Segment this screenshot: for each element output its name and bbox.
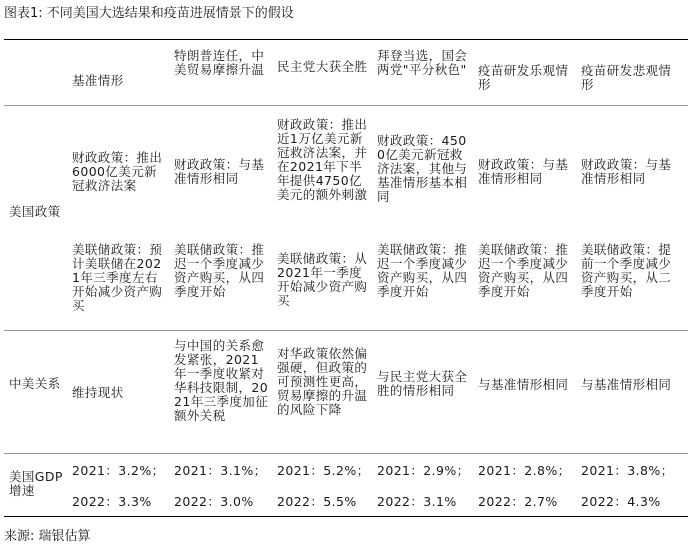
source-note: 来源: 瑞银估算 <box>4 529 91 544</box>
policy-divider <box>4 330 688 331</box>
table-title: 图表1: 不同美国大选结果和疫苗进展情景下的假设 <box>4 6 294 21</box>
gdp-2022-biden-split: 2022：3.1% <box>377 495 457 509</box>
header-vaccine-optimistic: 疫苗研发乐观情形 <box>478 64 569 92</box>
fiscal-trump: 财政政策：与基准情形相同 <box>174 158 265 186</box>
gdp-2022-vaccine-pessimistic: 2022：4.3% <box>581 495 661 509</box>
relations-biden-split: 与民主党大获全胜的情形相同 <box>377 370 468 398</box>
header-divider <box>4 105 688 106</box>
bottom-rule <box>4 516 688 517</box>
gdp-2021-vaccine-pessimistic: 2021：3.8%； <box>581 464 674 478</box>
gdp-2022-vaccine-optimistic: 2022：2.7% <box>478 495 558 509</box>
fed-vaccine-pessimistic: 美联储政策：提前一个季度减少资产购买，从二季度开始 <box>581 243 672 299</box>
fiscal-baseline: 财政政策：推出6000亿美元新冠救济法案 <box>72 151 163 193</box>
fed-democrat-sweep: 美联储政策：从2021年一季度开始减少资产购买 <box>277 252 368 308</box>
fiscal-biden-split: 财政政策：4500亿美元新冠救济法案，其他与基准情形基本相同 <box>377 134 468 204</box>
relations-vaccine-pessimistic: 与基准情形相同 <box>581 378 672 392</box>
header-trump: 特朗普连任，中美贸易摩擦升温 <box>174 49 265 77</box>
gdp-2022-baseline: 2022：3.3% <box>72 495 152 509</box>
fed-vaccine-optimistic: 美联储政策：推迟一个季度减少资产购买，从四季度开始 <box>478 243 569 299</box>
header-baseline: 基准情形 <box>72 74 124 88</box>
gdp-2021-trump: 2021：3.1%； <box>174 464 267 478</box>
header-vaccine-pessimistic: 疫苗研发悲观情形 <box>581 64 672 92</box>
top-rule <box>4 39 688 40</box>
row-label-gdp: 美国GDP增速 <box>9 470 63 498</box>
gdp-2022-democrat-sweep: 2022：5.5% <box>277 495 357 509</box>
header-biden-split: 拜登当选，国会两党"平分秋色" <box>377 49 468 77</box>
relations-divider <box>4 453 688 454</box>
relations-trump: 与中国的关系愈发紧张，2021年一季度收紧对华科技限制，2021年三季度加征额外关税 <box>174 339 269 423</box>
gdp-2021-baseline: 2021：3.2%； <box>72 464 165 478</box>
gdp-2021-vaccine-optimistic: 2021：2.8%； <box>478 464 571 478</box>
fiscal-vaccine-optimistic: 财政政策：与基准情形相同 <box>478 158 569 186</box>
gdp-2021-democrat-sweep: 2021：5.2%； <box>277 464 370 478</box>
relations-democrat-sweep: 对华政策依然偏强硬，但政策的可预测性更高，贸易摩擦的升温的风险下降 <box>277 347 368 417</box>
gdp-2022-trump: 2022：3.0% <box>174 495 254 509</box>
fed-trump: 美联储政策：推迟一个季度减少资产购买，从四季度开始 <box>174 243 265 299</box>
fiscal-vaccine-pessimistic: 财政政策：与基准情形相同 <box>581 158 672 186</box>
fiscal-democrat-sweep: 财政政策：推出近1万亿美元新冠救济法案，并在2021年下半年提供4750亿美元的额外刺激 <box>277 118 368 202</box>
row-label-us-policy: 美国政策 <box>9 205 61 219</box>
relations-baseline: 维持现状 <box>72 386 124 400</box>
relations-vaccine-optimistic: 与基准情形相同 <box>478 378 569 392</box>
row-label-sino-us: 中美关系 <box>9 377 61 391</box>
fed-biden-split: 美联储政策：推迟一个季度减少资产购买，从四季度开始 <box>377 243 468 299</box>
fed-baseline: 美联储政策：预计美联储在2021年三季度左右开始减少资产购买 <box>72 243 163 313</box>
header-democrat-sweep: 民主党大获全胜 <box>277 60 368 74</box>
gdp-2021-biden-split: 2021：2.9%； <box>377 464 470 478</box>
